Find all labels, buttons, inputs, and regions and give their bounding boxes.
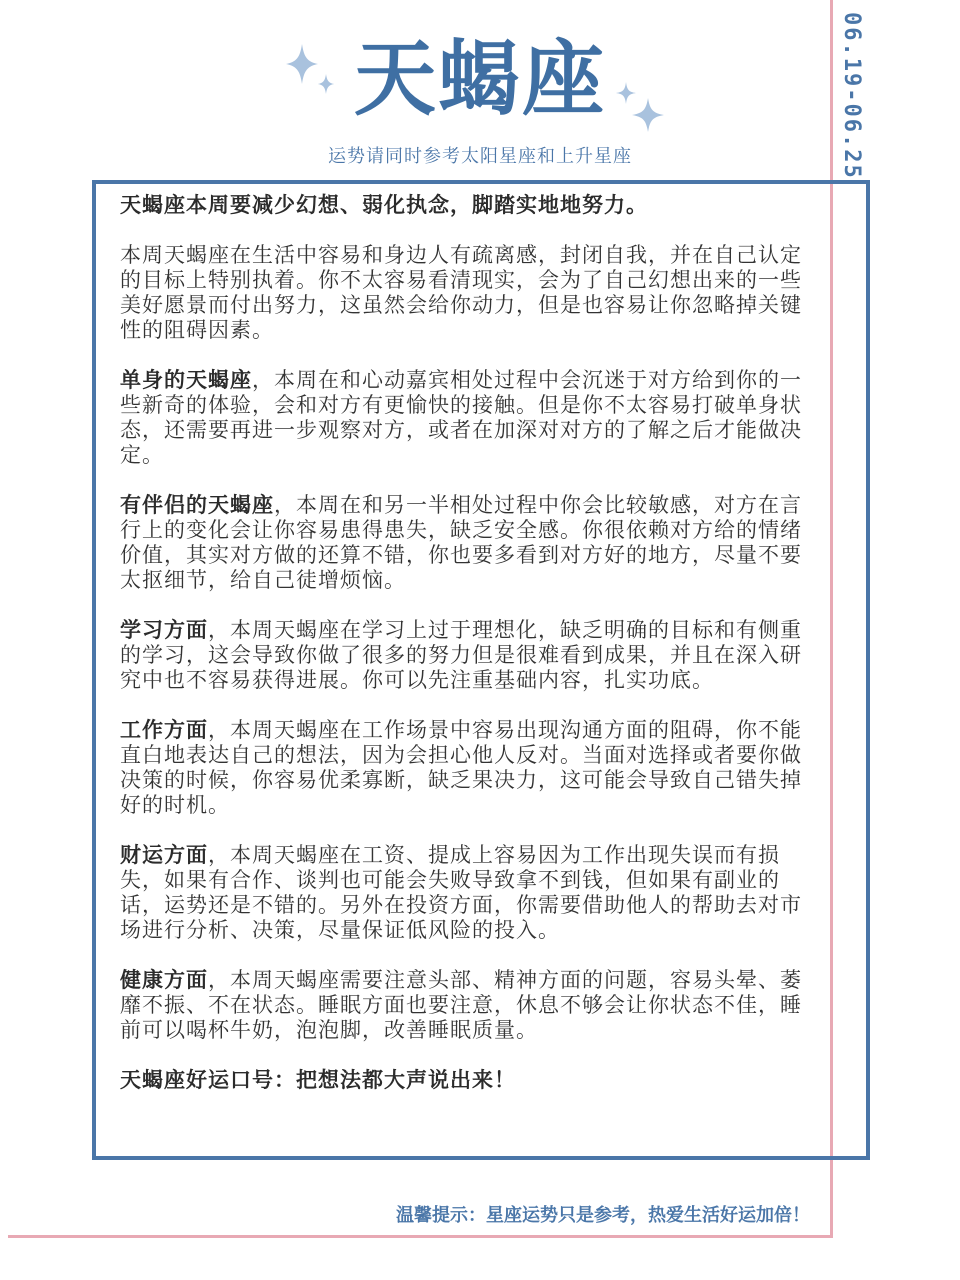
- section-wealth: 财运方面，本周天蝎座在工资、提成上容易因为工作出现失误而有损失，如果有合作、谈判也可能会失败导致拿不到钱，但如果有副业的话，运势还是不错的。另外在投资方面，你需要借助他人的帮助去对市场进行分析、决策，尽量保证低风险的投入。: [120, 843, 802, 942]
- section-study: 学习方面，本周天蝎座在学习上过于理想化，缺乏明确的目标和有侧重的学习，这会导致你做了很多的努力但是很难看到成果，并且在深入研究中也不容易获得进展。你可以先注重基础内容，扎实功底。: [120, 618, 802, 692]
- section-heading: 健康方面: [120, 968, 208, 992]
- page-title: 天蝎座: [353, 32, 606, 127]
- section-heading: 工作方面: [120, 718, 208, 742]
- subtitle: 运势请同时参考太阳星座和上升星座: [328, 146, 632, 167]
- section-heading: 财运方面: [120, 843, 208, 867]
- horoscope-content: [120, 193, 820, 1118]
- section-work: 工作方面，本周天蝎座在工作场景中容易出现沟通方面的阻碍，你不能直白地表达自己的想法，因为会担心他人反对。当面对选择或者要你做决策的时候，你容易优柔寡断，缺乏果决力，这可能会导致自己错失掉好的时机。: [120, 718, 802, 817]
- sparkle-left-icon: [284, 40, 344, 100]
- pink-horizontal-line: [8, 1235, 833, 1238]
- footer-tip: 温馨提示：星座运势只是参考，热爱生活好运加倍！: [396, 1205, 810, 1226]
- slogan-paragraph: 天蝎座好运口号：把想法都大声说出来！: [120, 1068, 516, 1092]
- section-heading: 学习方面: [120, 618, 208, 642]
- intro-paragraph: 天蝎座本周要减少幻想、弱化执念，脚踏实地地努力。: [120, 193, 648, 217]
- section-single: 单身的天蝎座，本周在和心动嘉宾相处过程中会沉迷于对方给到你的一些新奇的体验，会和对方有更愉快的接触。但是你不太容易打破单身状态，还需要再进一步观察对方，或者在加深对对方的了解之后才能做决定。: [120, 368, 802, 467]
- overview-paragraph: 本周天蝎座在生活中容易和身边人有疏离感，封闭自我，并在自己认定的目标上特别执着。你不太容易看清现实，会为了自己幻想出来的一些美好愿景而付出努力，这虽然会给你动力，但是也容易让你忽略掉关键性的阻碍因素。: [120, 243, 802, 342]
- section-health: 健康方面，本周天蝎座需要注意头部、精神方面的问题，容易头晕、萎靡不振、不在状态。睡眠方面也要注意，休息不够会让你状态不佳，睡前可以喝杯牛奶，泡泡脚，改善睡眠质量。: [120, 968, 802, 1042]
- section-heading: 有伴侣的天蝎座: [120, 493, 274, 517]
- date-range: 06.19-06.25: [839, 12, 864, 180]
- section-heading: 单身的天蝎座: [120, 368, 252, 392]
- section-partner: 有伴侣的天蝎座，本周在和另一半相处过程中你会比较敏感，对方在言行上的变化会让你容易患得患失，缺乏安全感。你很依赖对方给的情绪价值，其实对方做的还算不错，你也要多看到对方好的地方，尽量不要太抠细节，给自己徒增烦恼。: [120, 493, 802, 592]
- sparkle-right-icon: [612, 80, 672, 140]
